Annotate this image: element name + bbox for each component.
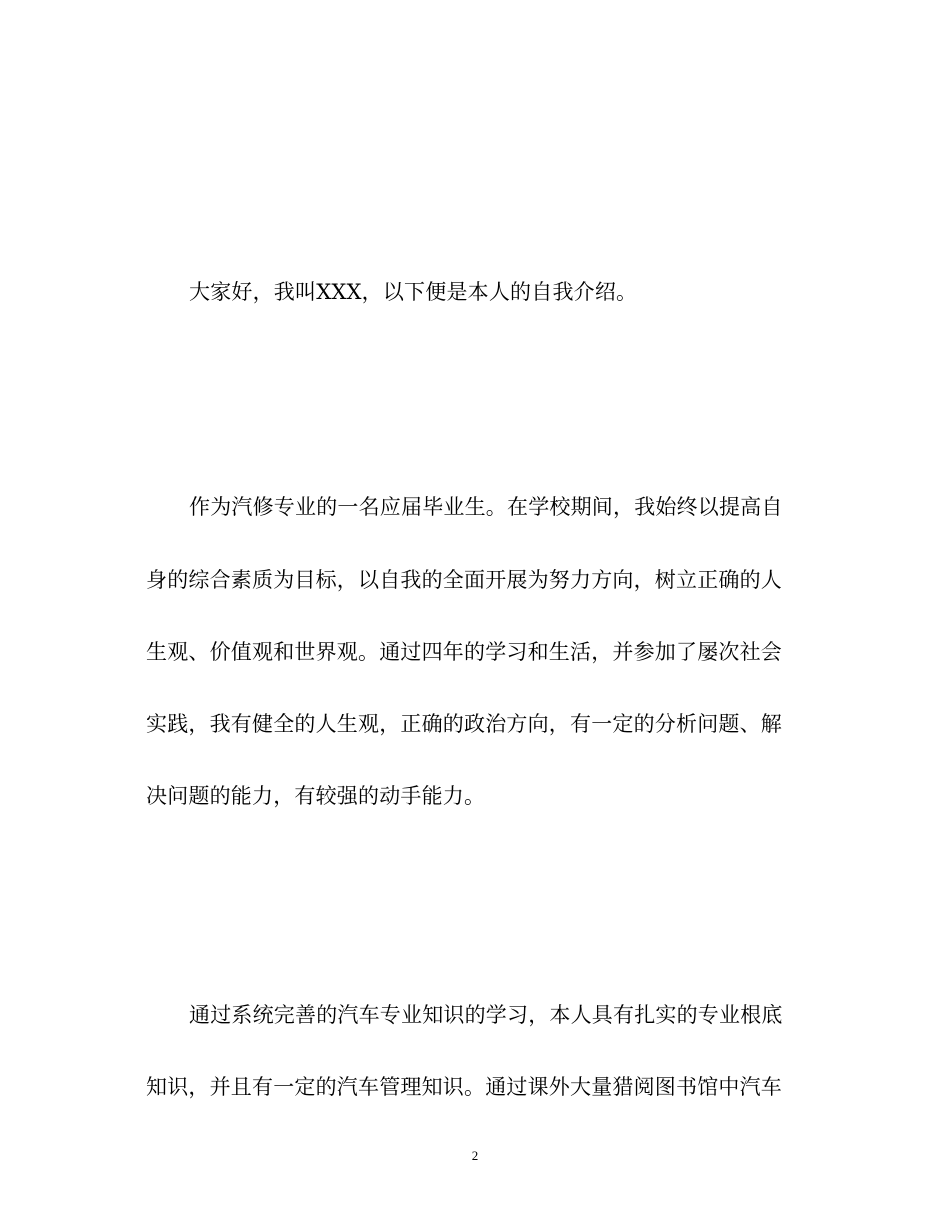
paragraph-line: 知识，并且有一定的汽车管理知识。通过课外大量猎阅图书馆中汽车 <box>146 1075 782 1099</box>
page-number: 2 <box>471 1148 479 1163</box>
paragraph-line: 大家好，我叫XXX，以下便是本人的自我介绍。 <box>189 280 638 304</box>
paragraph-line: 决问题的能力，有较强的动手能力。 <box>146 784 486 808</box>
paragraph-line: 作为汽修专业的一名应届毕业生。在学校期间，我始终以提高自 <box>189 495 783 519</box>
paragraph-line: 身的综合素质为目标，以自我的全面开展为努力方向，树立正确的人 <box>146 568 782 592</box>
paragraph-line: 通过系统完善的汽车专业知识的学习，本人具有扎实的专业根底 <box>189 1003 783 1027</box>
paragraph-line: 实践，我有健全的人生观，正确的政治方向，有一定的分析问题、解 <box>146 712 782 736</box>
paragraph-line: 生观、价值观和世界观。通过四年的学习和生活，并参加了屡次社会 <box>146 640 782 664</box>
